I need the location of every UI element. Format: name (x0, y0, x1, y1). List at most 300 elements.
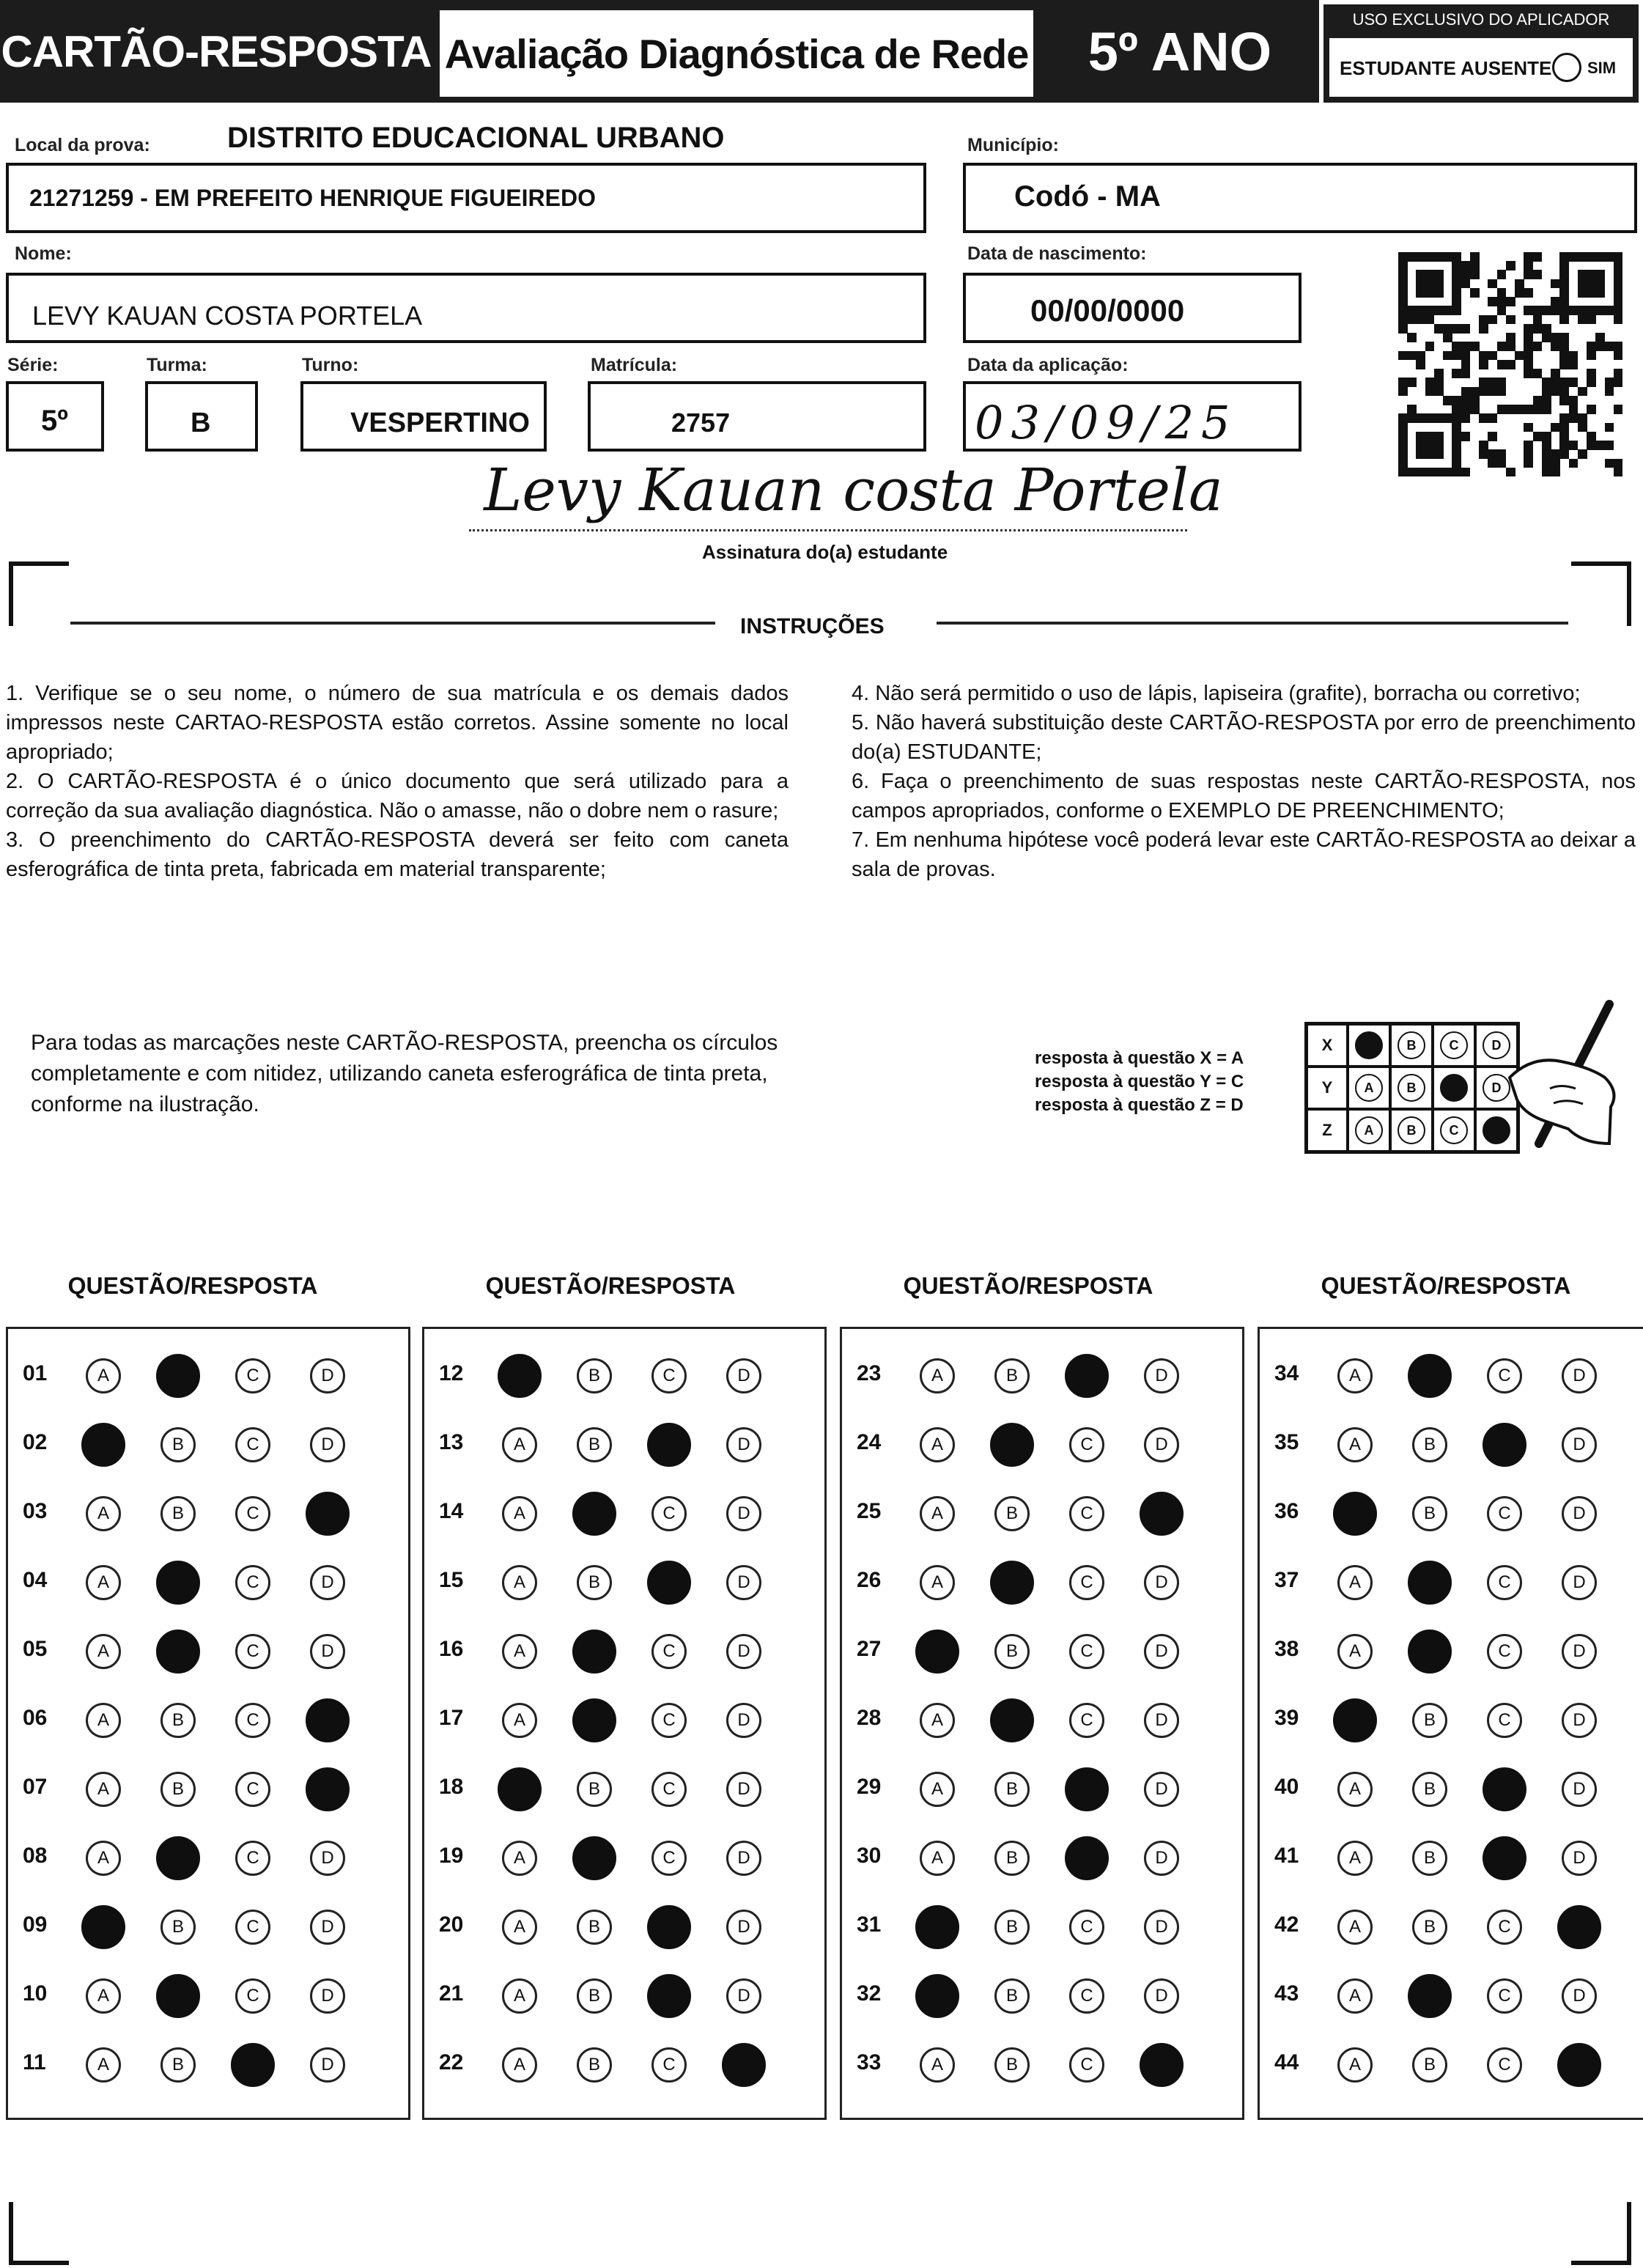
signature-line (469, 529, 1187, 531)
answer-bubble-d[interactable]: D (1562, 1427, 1597, 1462)
answer-bubble-d[interactable]: D (726, 1772, 761, 1807)
answer-bubble-a[interactable]: A (86, 1496, 121, 1531)
question-number: 30 (857, 1844, 882, 1868)
qr-module (1407, 315, 1417, 325)
qr-module (1578, 279, 1587, 289)
answer-bubble-d[interactable]: D (1144, 1634, 1179, 1669)
qr-module (1524, 252, 1533, 262)
answer-bubble-b[interactable] (990, 1423, 1034, 1467)
question-number: 32 (857, 1981, 882, 2006)
qr-module (1497, 387, 1507, 397)
answer-bubble-d[interactable]: D (1562, 1841, 1597, 1876)
answer-bubble-a[interactable]: A (86, 1634, 121, 1669)
qr-module (1488, 449, 1497, 459)
qr-module (1398, 351, 1408, 361)
answer-bubble-d[interactable]: D (1144, 1978, 1179, 2014)
qr-module (1506, 333, 1515, 342)
example-bubble: A (1355, 1074, 1383, 1102)
answer-bubble-d[interactable]: D (1144, 1565, 1179, 1600)
qr-module (1461, 270, 1471, 279)
qr-module (1524, 342, 1533, 351)
example-cell (1390, 1109, 1433, 1152)
example-bubble: D (1483, 1074, 1510, 1102)
qr-module (1452, 351, 1461, 361)
qr-module (1452, 306, 1461, 315)
qr-module (1559, 261, 1569, 270)
qr-module (1614, 351, 1623, 361)
answer-bubble-a[interactable] (81, 1905, 125, 1949)
answer-bubble-d[interactable]: D (1144, 1910, 1179, 1945)
answer-bubble-c[interactable]: C (235, 1496, 270, 1531)
answer-bubble-a[interactable]: A (86, 1978, 121, 2014)
answer-bubble-b[interactable]: B (1412, 1772, 1447, 1807)
answer-bubble-d[interactable]: D (1562, 1703, 1597, 1738)
answer-bubble-d[interactable]: D (1562, 1358, 1597, 1393)
qr-module (1452, 270, 1461, 279)
answer-bubble-b[interactable]: B (1412, 1841, 1447, 1876)
answer-bubble-c[interactable]: C (235, 1772, 270, 1807)
answer-bubble-a[interactable]: A (502, 1978, 537, 2014)
answer-bubble-c[interactable]: C (651, 1703, 687, 1738)
qr-module (1578, 288, 1587, 298)
question-number: 01 (23, 1361, 48, 1385)
answer-bubble-b[interactable] (156, 1630, 200, 1674)
answer-bubble-a[interactable]: A (502, 1634, 537, 1669)
qr-module (1559, 297, 1569, 306)
qr-module (1461, 432, 1471, 441)
answer-bubble-a[interactable]: A (1337, 1910, 1373, 1945)
qr-module (1587, 306, 1596, 315)
answer-bubble-c[interactable]: C (651, 1496, 687, 1531)
absent-bubble[interactable] (1552, 53, 1581, 82)
answer-bubble-c[interactable] (647, 1423, 691, 1467)
qr-module (1605, 378, 1614, 387)
class-value: B (191, 408, 211, 438)
qr-module (1559, 333, 1569, 342)
qr-module (1533, 306, 1543, 315)
qr-module (1595, 306, 1605, 315)
qr-module (1595, 252, 1605, 262)
qr-module (1506, 468, 1515, 477)
answer-bubble-c[interactable]: C (1069, 1496, 1104, 1531)
answer-bubble-d[interactable]: D (1144, 1772, 1179, 1807)
answer-bubble-d[interactable] (306, 1698, 350, 1742)
answer-bubble-c[interactable]: C (1487, 1565, 1522, 1600)
answer-bubble-a[interactable]: A (1337, 1841, 1373, 1876)
answer-bubble-c[interactable]: C (235, 1910, 270, 1945)
answer-bubble-a[interactable]: A (502, 1910, 537, 1945)
answer-bubble-a[interactable]: A (920, 1358, 955, 1393)
answer-bubble-d[interactable]: D (726, 1703, 761, 1738)
question-number: 22 (439, 2050, 464, 2074)
answer-bubble-b[interactable]: B (577, 1910, 612, 1945)
answer-row (842, 1421, 1242, 1465)
answer-bubble-d[interactable] (1557, 2043, 1601, 2087)
answer-bubble-c[interactable] (1483, 1836, 1526, 1880)
answer-bubble-c[interactable]: C (235, 1565, 270, 1600)
answer-bubble-b[interactable]: B (160, 2047, 196, 2083)
answer-bubble-b[interactable]: B (577, 1772, 612, 1807)
answer-bubble-a[interactable]: A (86, 1841, 121, 1876)
answer-bubble-d[interactable]: D (310, 2047, 345, 2083)
answer-bubble-a[interactable]: A (502, 1565, 537, 1600)
answer-bubble-a[interactable]: A (1337, 1978, 1373, 2014)
answer-bubble-c[interactable]: C (1487, 1978, 1522, 2014)
column-title: QUESTÃO/RESPOSTA (903, 1273, 1153, 1299)
answer-bubble-d[interactable]: D (310, 1841, 345, 1876)
qr-module (1434, 306, 1444, 315)
qr-module (1524, 405, 1533, 414)
qr-module (1559, 360, 1569, 369)
example-bubble: B (1398, 1074, 1425, 1102)
answer-bubble-d[interactable]: D (310, 1565, 345, 1600)
answer-bubble-c[interactable]: C (1069, 1978, 1104, 2014)
answer-bubble-a[interactable]: A (1337, 1565, 1373, 1600)
answer-bubble-b[interactable]: B (994, 1772, 1030, 1807)
qr-module (1416, 468, 1425, 477)
answer-bubble-d[interactable]: D (1562, 1634, 1597, 1669)
answer-bubble-d[interactable]: D (310, 1358, 345, 1393)
answer-bubble-b[interactable]: B (160, 1772, 196, 1807)
app-date-value: 03/09/25 (975, 396, 1238, 449)
qr-module (1452, 413, 1461, 423)
answer-bubble-a[interactable]: A (502, 1496, 537, 1531)
qr-module (1559, 396, 1569, 405)
answer-bubble-c[interactable]: C (1069, 2047, 1104, 2083)
answer-bubble-a[interactable]: A (502, 2047, 537, 2083)
qr-module (1578, 270, 1587, 279)
answer-row (1260, 2041, 1643, 2085)
answer-bubble-c[interactable] (647, 1561, 691, 1605)
answer-bubble-d[interactable]: D (1144, 1427, 1179, 1462)
qr-module (1497, 297, 1507, 306)
answer-bubble-b[interactable]: B (1412, 2047, 1447, 2083)
answer-bubble-b[interactable] (572, 1698, 616, 1742)
answer-bubble-c[interactable] (1065, 1354, 1109, 1398)
corner-mark-tl (9, 562, 69, 566)
answer-bubble-a[interactable] (915, 1905, 959, 1949)
question-number: 38 (1274, 1637, 1299, 1661)
qr-module (1559, 288, 1569, 298)
answer-bubble-b[interactable] (990, 1561, 1034, 1605)
answer-bubble-a[interactable] (1333, 1698, 1377, 1742)
qr-module (1614, 297, 1623, 306)
answer-bubble-b[interactable]: B (160, 1496, 196, 1531)
answer-bubble-c[interactable]: C (235, 1703, 270, 1738)
answer-bubble-d[interactable]: D (1144, 1703, 1179, 1738)
question-number: 19 (439, 1844, 464, 1868)
answer-bubble-a[interactable] (498, 1767, 542, 1811)
qr-module (1452, 342, 1461, 351)
answer-bubble-a[interactable]: A (86, 2047, 121, 2083)
answer-bubble-b[interactable]: B (1412, 1496, 1447, 1531)
qr-module (1497, 270, 1507, 279)
qr-module (1559, 351, 1569, 361)
answer-column (422, 1327, 827, 2120)
answer-bubble-d[interactable]: D (726, 1978, 761, 2014)
qr-module (1443, 468, 1452, 477)
absent-label: ESTUDANTE AUSENTE (1340, 57, 1552, 79)
answer-bubble-c[interactable]: C (1069, 1565, 1104, 1600)
qr-module (1470, 252, 1480, 262)
qr-module (1559, 252, 1569, 262)
qr-module (1497, 306, 1507, 315)
answer-bubble-d[interactable]: D (1144, 1358, 1179, 1393)
answer-bubble-c[interactable] (1483, 1423, 1526, 1467)
answer-bubble-c[interactable]: C (235, 1427, 270, 1462)
qr-module (1434, 252, 1444, 262)
answer-bubble-d[interactable]: D (726, 1565, 761, 1600)
answer-bubble-b[interactable] (572, 1630, 616, 1674)
qr-module (1425, 387, 1435, 397)
instruction-item: 5. Não haverá substituição deste CARTÃO-RESPOSTA por erro de preenchimento do(a) ESTUDANTE; (852, 711, 1636, 764)
answer-bubble-c[interactable]: C (1487, 1496, 1522, 1531)
qr-module (1398, 449, 1408, 459)
qr-module (1470, 261, 1480, 270)
answer-bubble-d[interactable] (306, 1767, 350, 1811)
qr-module (1569, 252, 1579, 262)
answer-bubble-a[interactable]: A (920, 1427, 955, 1462)
answer-bubble-b[interactable] (572, 1492, 616, 1536)
question-number: 23 (857, 1361, 882, 1385)
qr-module (1569, 351, 1579, 361)
answer-bubble-b[interactable] (990, 1698, 1034, 1742)
qr-module (1551, 423, 1560, 432)
qr-module (1559, 441, 1569, 450)
answer-bubble-c[interactable]: C (651, 1358, 687, 1393)
qr-module (1569, 413, 1579, 423)
city-value: Codó - MA (1014, 180, 1161, 213)
answer-bubble-d[interactable]: D (726, 1358, 761, 1393)
birth-value: 00/00/0000 (1030, 293, 1185, 328)
question-number: 41 (1274, 1844, 1299, 1868)
answer-bubble-a[interactable]: A (502, 1703, 537, 1738)
answer-bubble-b[interactable] (572, 1836, 616, 1880)
answer-bubble-b[interactable] (1408, 1561, 1452, 1605)
qr-module (1559, 378, 1569, 387)
answer-bubble-a[interactable] (498, 1354, 542, 1398)
answer-bubble-a[interactable]: A (86, 1358, 121, 1393)
answer-bubble-c[interactable] (647, 1905, 691, 1949)
answer-bubble-d[interactable] (1557, 1905, 1601, 1949)
answer-bubble-b[interactable]: B (160, 1427, 196, 1462)
birth-label: Data de nascimento: (967, 243, 1147, 264)
answer-bubble-a[interactable]: A (1337, 1358, 1373, 1393)
answer-bubble-b[interactable]: B (577, 2047, 612, 2083)
answer-bubble-b[interactable] (156, 1974, 200, 2018)
answer-bubble-a[interactable] (915, 1630, 959, 1674)
qr-module (1569, 459, 1579, 468)
answer-bubble-b[interactable]: B (994, 1496, 1030, 1531)
answer-bubble-b[interactable] (156, 1354, 200, 1398)
answer-bubble-c[interactable]: C (235, 1841, 270, 1876)
qr-module (1398, 297, 1408, 306)
qr-module (1452, 324, 1461, 334)
answer-bubble-d[interactable]: D (1562, 1496, 1597, 1531)
qr-module (1425, 279, 1435, 289)
answer-bubble-c[interactable] (1065, 1836, 1109, 1880)
answer-bubble-d[interactable]: D (310, 1978, 345, 2014)
qr-module (1605, 342, 1614, 351)
answer-bubble-a[interactable]: A (920, 1703, 955, 1738)
answer-bubble-c[interactable]: C (1069, 1703, 1104, 1738)
answer-bubble-b[interactable]: B (1412, 1910, 1447, 1945)
qr-module (1470, 396, 1480, 405)
answer-row (1260, 1835, 1643, 1879)
answer-bubble-b[interactable]: B (577, 1565, 612, 1600)
answer-bubble-c[interactable]: C (1069, 1634, 1104, 1669)
answer-bubble-c[interactable] (231, 2043, 275, 2087)
answer-bubble-a[interactable]: A (920, 1772, 955, 1807)
qr-module (1398, 288, 1408, 298)
answer-bubble-a[interactable]: A (1337, 2047, 1373, 2083)
qr-module (1551, 369, 1560, 378)
answer-bubble-c[interactable]: C (651, 1772, 687, 1807)
answer-bubble-c[interactable]: C (1487, 1358, 1522, 1393)
qr-module (1452, 396, 1461, 405)
answer-bubble-a[interactable]: A (1337, 1772, 1373, 1807)
qr-module (1452, 459, 1461, 468)
answer-bubble-a[interactable]: A (920, 1841, 955, 1876)
answer-bubble-d[interactable] (1140, 1492, 1184, 1536)
answer-row (424, 1490, 824, 1534)
answer-bubble-a[interactable]: A (86, 1565, 121, 1600)
answer-bubble-d[interactable]: D (310, 1910, 345, 1945)
answer-bubble-a[interactable]: A (920, 1496, 955, 1531)
answer-bubble-c[interactable]: C (235, 1634, 270, 1669)
answer-bubble-b[interactable]: B (577, 1978, 612, 2014)
answer-bubble-b[interactable] (156, 1561, 200, 1605)
example-cell (1390, 1067, 1433, 1109)
answer-bubble-b[interactable] (1408, 1974, 1452, 2018)
qr-module (1488, 413, 1497, 423)
answer-bubble-b[interactable] (1408, 1630, 1452, 1674)
answer-bubble-d[interactable]: D (1562, 1565, 1597, 1600)
answer-bubble-d[interactable]: D (726, 1841, 761, 1876)
answer-bubble-d[interactable]: D (310, 1427, 345, 1462)
answer-bubble-c[interactable]: C (1069, 1910, 1104, 1945)
example-bubble: C (1440, 1031, 1468, 1059)
answer-bubble-b[interactable]: B (994, 1841, 1030, 1876)
qr-module (1461, 279, 1471, 289)
answer-bubble-d[interactable]: D (726, 1634, 761, 1669)
qr-module (1416, 306, 1425, 315)
qr-module (1614, 261, 1623, 270)
answer-column (6, 1327, 410, 2120)
answer-bubble-d[interactable]: D (1144, 1841, 1179, 1876)
question-number: 16 (439, 1637, 464, 1661)
answer-bubble-d[interactable]: D (726, 1496, 761, 1531)
answer-row (8, 1766, 408, 1810)
answer-bubble-b[interactable] (156, 1836, 200, 1880)
answer-bubble-b[interactable]: B (994, 2047, 1030, 2083)
answer-bubble-d[interactable]: D (1562, 1978, 1597, 2014)
qr-module (1542, 324, 1551, 334)
answer-bubble-c[interactable]: C (1487, 1703, 1522, 1738)
answer-bubble-c[interactable]: C (651, 1634, 687, 1669)
qr-module (1443, 413, 1452, 423)
example-cell (1348, 1109, 1390, 1152)
example-cell (1390, 1024, 1433, 1067)
answer-bubble-c[interactable]: C (235, 1978, 270, 2014)
answer-row (8, 1628, 408, 1672)
answer-bubble-a[interactable] (81, 1423, 125, 1467)
answer-bubble-a[interactable]: A (502, 1427, 537, 1462)
qr-module (1515, 288, 1524, 298)
qr-module (1524, 369, 1533, 378)
answer-bubble-c[interactable]: C (651, 2047, 687, 2083)
answer-bubble-c[interactable] (1483, 1767, 1526, 1811)
pen-hand-illustration (1480, 997, 1627, 1166)
answer-bubble-a[interactable]: A (1337, 1634, 1373, 1669)
answer-bubble-a[interactable] (915, 1974, 959, 2018)
qr-module (1461, 387, 1471, 397)
answer-bubble-b[interactable]: B (1412, 1427, 1447, 1462)
qr-module (1524, 449, 1533, 459)
answer-bubble-d[interactable] (306, 1492, 350, 1536)
answer-bubble-a[interactable]: A (920, 1565, 955, 1600)
answer-row (424, 1973, 824, 2017)
answer-bubble-a[interactable]: A (502, 1841, 537, 1876)
answer-bubble-a[interactable] (1333, 1492, 1377, 1536)
answer-bubble-b[interactable]: B (994, 1978, 1030, 2014)
qr-module (1533, 396, 1543, 405)
qr-module (1595, 333, 1605, 342)
answer-bubble-a[interactable]: A (920, 2047, 955, 2083)
answer-bubble-b[interactable]: B (994, 1358, 1030, 1393)
instructions-right (852, 679, 1636, 884)
answer-bubble-c[interactable]: C (1487, 1910, 1522, 1945)
answer-bubble-b[interactable]: B (577, 1427, 612, 1462)
answer-bubble-b[interactable]: B (994, 1910, 1030, 1945)
answer-bubble-a[interactable]: A (86, 1772, 121, 1807)
qr-module (1578, 413, 1587, 423)
answer-bubble-d[interactable] (722, 2043, 766, 2087)
answer-bubble-a[interactable]: A (86, 1703, 121, 1738)
answer-bubble-b[interactable]: B (160, 1703, 196, 1738)
answer-bubble-d[interactable]: D (726, 1910, 761, 1945)
qr-module (1479, 351, 1488, 361)
qr-module (1569, 360, 1579, 369)
answer-bubble-b[interactable]: B (160, 1910, 196, 1945)
answer-row (842, 2041, 1242, 2085)
answer-bubble-c[interactable] (647, 1974, 691, 2018)
answer-bubble-b[interactable]: B (994, 1634, 1030, 1669)
answer-bubble-b[interactable] (1408, 1354, 1452, 1398)
answer-bubble-a[interactable]: A (1337, 1427, 1373, 1462)
corner-mark-tr (1571, 562, 1631, 566)
answer-bubble-c[interactable]: C (1069, 1427, 1104, 1462)
answer-bubble-c[interactable]: C (1487, 2047, 1522, 2083)
answer-bubble-d[interactable] (1140, 2043, 1184, 2087)
qr-module (1614, 459, 1623, 468)
answer-bubble-b[interactable]: B (1412, 1703, 1447, 1738)
qr-module (1398, 378, 1408, 387)
answer-bubble-d[interactable]: D (1562, 1772, 1597, 1807)
qr-module (1605, 459, 1614, 468)
answer-bubble-d[interactable]: D (726, 1427, 761, 1462)
answer-bubble-c[interactable]: C (1487, 1634, 1522, 1669)
qr-module (1533, 270, 1543, 279)
answer-bubble-b[interactable]: B (577, 1358, 612, 1393)
qr-module (1551, 306, 1560, 315)
answer-bubble-d[interactable]: D (310, 1634, 345, 1669)
qr-module (1515, 351, 1524, 361)
answer-bubble-c[interactable]: C (235, 1358, 270, 1393)
answer-bubble-c[interactable]: C (651, 1841, 687, 1876)
qr-module (1434, 441, 1444, 450)
answer-bubble-c[interactable] (1065, 1767, 1109, 1811)
